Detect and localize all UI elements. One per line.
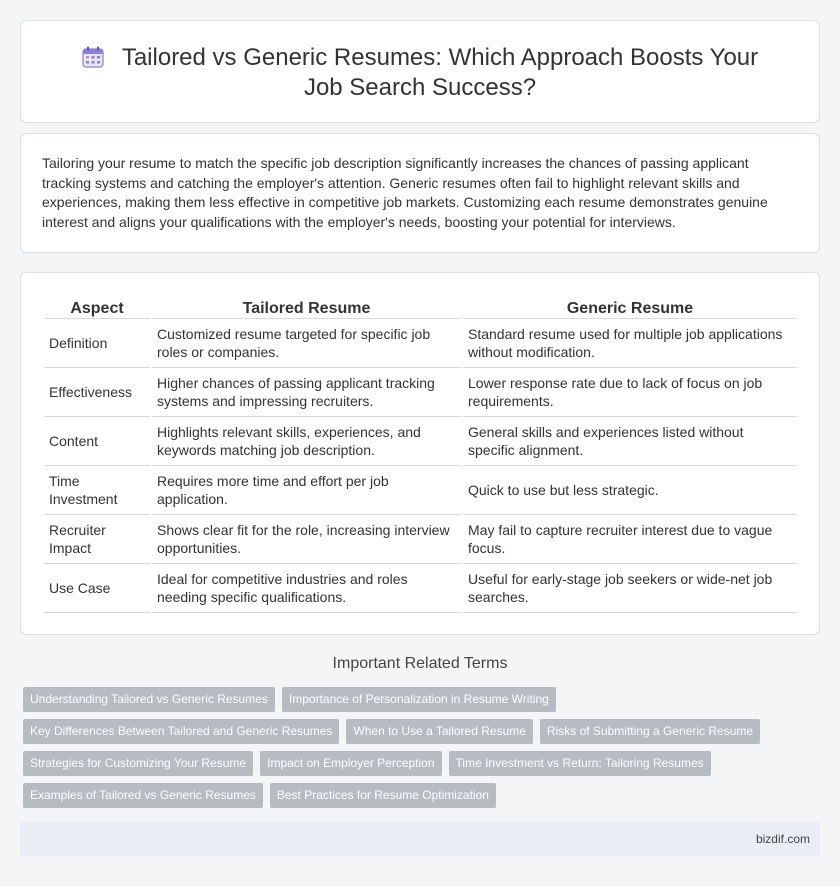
related-term-tag[interactable]: Strategies for Customizing Your Resume [23, 751, 253, 776]
related-term-tag[interactable]: Best Practices for Resume Optimization [270, 783, 496, 808]
row-aspect: Effectiveness [44, 368, 150, 417]
header-generic: Generic Resume [463, 295, 797, 319]
row-aspect: Recruiter Impact [44, 515, 150, 564]
tag-row [23, 719, 783, 751]
title-card [20, 20, 820, 123]
related-term-tag[interactable]: Understanding Tailored vs Generic Resumes [23, 687, 275, 712]
table-row [44, 515, 797, 564]
table-row [44, 466, 797, 515]
related-term-tag[interactable]: Key Differences Between Tailored and Generic Resumes [23, 719, 339, 744]
row-tailored: Higher chances of passing applicant tracking systems and impressing recruiters. [152, 368, 461, 417]
row-generic: General skills and experiences listed without specific alignment. [463, 417, 797, 466]
related-term-tag[interactable]: Importance of Personalization in Resume Writing [282, 687, 556, 712]
row-generic: May fail to capture recruiter interest due to vague focus. [463, 515, 797, 564]
tag-row [23, 687, 783, 719]
row-generic: Quick to use but less strategic. [463, 466, 797, 515]
row-aspect: Definition [44, 319, 150, 368]
row-aspect: Content [44, 417, 150, 466]
intro-paragraph: Tailoring your resume to match the specific job description significantly increases the chances of passing applicant tracking systems and catching the employer's attention. Generic resumes often fail to highlight relevant skills and experiences, making them less effective in competitive job markets. Customizing each resume demonstrates genuine interest and aligns your qualifications with the employer's needs, boosting your potential for interviews. [42, 155, 768, 230]
related-term-tag[interactable]: Examples of Tailored vs Generic Resumes [23, 783, 263, 808]
related-terms-title: Important Related Terms [332, 655, 508, 672]
row-generic: Standard resume used for multiple job applications without modification. [463, 319, 797, 368]
row-tailored: Highlights relevant skills, experiences, and keywords matching job description. [152, 417, 461, 466]
tag-row [23, 751, 783, 783]
table-row [44, 564, 797, 613]
calendar-grid-icon [82, 46, 104, 68]
table-row [44, 368, 797, 417]
row-tailored: Ideal for competitive industries and roles needing specific qualifications. [152, 564, 461, 613]
row-aspect: Time Investment [44, 466, 150, 515]
row-generic: Lower response rate due to lack of focus on job requirements. [463, 368, 797, 417]
intro-card [20, 133, 820, 253]
table-header-row [44, 295, 797, 319]
row-tailored: Requires more time and effort per job application. [152, 466, 461, 515]
related-term-tag[interactable]: When to Use a Tailored Resume [346, 719, 533, 744]
header-aspect: Aspect [44, 295, 150, 319]
comparison-card [20, 272, 820, 635]
row-aspect: Use Case [44, 564, 150, 613]
related-terms-list [23, 687, 783, 815]
footer [20, 822, 820, 856]
row-generic: Useful for early-stage job seekers or wide-net job searches. [463, 564, 797, 613]
comparison-table [42, 295, 799, 613]
page-title-wrap [61, 43, 779, 103]
table-row [44, 319, 797, 368]
tag-row [23, 783, 783, 815]
related-term-tag[interactable]: Impact on Employer Perception [260, 751, 441, 776]
table-row [44, 417, 797, 466]
footer-site-link[interactable]: bizdif.com [755, 832, 810, 846]
page-title: Tailored vs Generic Resumes: Which Approach Boosts Your Job Search Success? [121, 44, 759, 101]
row-tailored: Shows clear fit for the role, increasing interview opportunities. [152, 515, 461, 564]
header-tailored: Tailored Resume [152, 295, 461, 319]
related-term-tag[interactable]: Time Investment vs Return: Tailoring Resumes [449, 751, 711, 776]
row-tailored: Customized resume targeted for specific job roles or companies. [152, 319, 461, 368]
related-term-tag[interactable]: Risks of Submitting a Generic Resume [540, 719, 760, 744]
